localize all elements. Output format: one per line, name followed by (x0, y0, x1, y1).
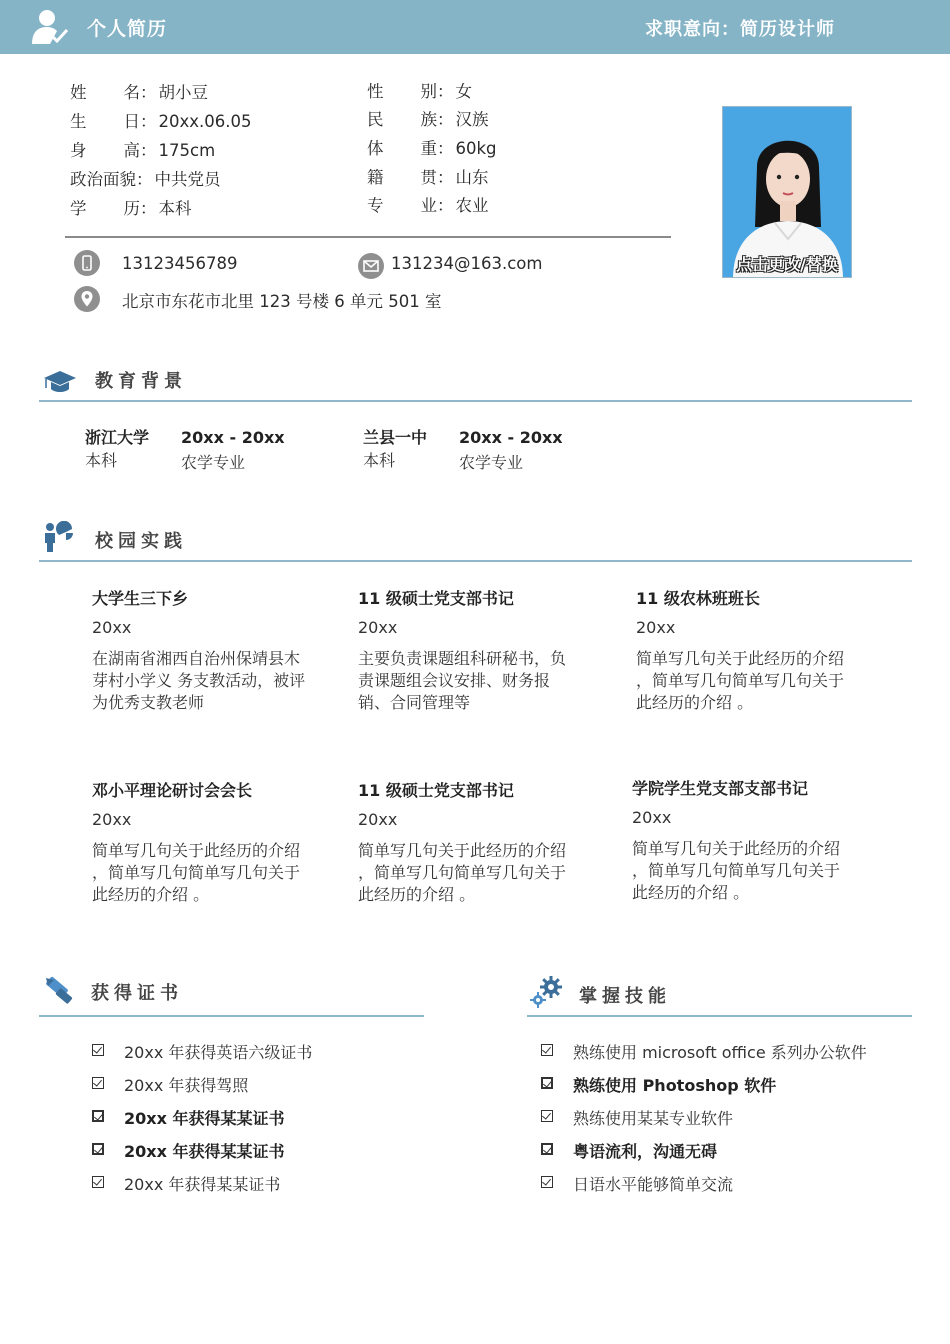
practice-description: 简单写几句关于此经历的介绍 ，简单写几句简单写几句关于此经历的介绍 。 (632, 839, 841, 902)
edu-years: 20xx - 20xx (181, 428, 285, 447)
practice-title: 学院学生党支部支部书记 (632, 779, 809, 798)
edu-major: 农学专业 (181, 453, 246, 472)
info-major: 专业： 农业 (367, 192, 489, 216)
certificate-icon (42, 974, 76, 1008)
practice-year: 20xx (92, 810, 132, 829)
practice-title: 11 级硕士党支部书记 (358, 781, 514, 800)
location-icon (74, 286, 100, 312)
profile-photo[interactable] (722, 106, 852, 278)
graduation-cap-icon (43, 369, 77, 395)
info-name: 姓名： 胡小豆 (70, 79, 208, 103)
info-politics: 政治面貌： 中共党员 (70, 170, 221, 189)
edu-degree: 本科 (363, 451, 396, 470)
section-title-education: 教育背景 (95, 371, 187, 392)
info-label: 籍贯 (367, 168, 437, 187)
home-address: 北京市东花市北里 123 号楼 6 单元 501 室 (122, 292, 442, 311)
info-label: 性别 (367, 82, 437, 101)
checkbox-icon (541, 1044, 553, 1056)
checkbox-icon (541, 1176, 553, 1188)
info-value: 胡小豆 (158, 83, 208, 102)
practice-title: 邓小平理论研讨会会长 (92, 781, 253, 800)
checkbox-icon (541, 1077, 553, 1089)
edu-school: 兰县一中 (363, 428, 428, 447)
skill-item: 日语水平能够简单交流 (573, 1175, 734, 1194)
info-origin: 籍贯： 山东 (367, 164, 489, 188)
certificate-item: 20xx 年获得驾照 (124, 1076, 249, 1095)
section-divider (39, 1015, 424, 1017)
checkbox-icon (92, 1077, 104, 1089)
info-label: 体重 (367, 139, 437, 158)
checkbox-icon (92, 1044, 104, 1056)
info-label: 政治面貌 (70, 170, 136, 189)
checkbox-icon (92, 1176, 104, 1188)
info-value: 汉族 (455, 110, 489, 129)
practice-year: 20xx (632, 808, 672, 827)
checkbox-icon (541, 1143, 553, 1155)
info-label: 学历 (70, 199, 140, 218)
section-divider (39, 560, 912, 562)
email-address: 131234@163.com (391, 254, 543, 273)
info-label: 专业 (367, 196, 437, 215)
info-label: 生日 (70, 112, 140, 131)
info-value: 本科 (158, 199, 192, 218)
info-value: 女 (455, 82, 472, 101)
header-bar (0, 0, 950, 54)
section-title-certificates: 获得证书 (91, 983, 183, 1004)
section-title-skills: 掌握技能 (579, 986, 671, 1007)
edu-degree: 本科 (85, 451, 118, 470)
practice-year: 20xx (92, 618, 132, 637)
practice-description: 简单写几句关于此经历的介绍 ，简单写几句简单写几句关于此经历的介绍 。 (92, 841, 301, 904)
checkbox-icon (92, 1110, 104, 1122)
info-value: 20xx.06.05 (158, 112, 252, 131)
practice-description: 在湖南省湘西自治州保靖县木芽村小学义 务支教活动，被评为优秀支教老师 (92, 649, 306, 712)
section-divider (39, 400, 912, 402)
info-education: 学历： 本科 (70, 195, 192, 219)
info-gender: 性别： 女 (367, 78, 472, 102)
edu-years: 20xx - 20xx (459, 428, 563, 447)
email-icon (358, 253, 384, 279)
practice-year: 20xx (358, 810, 398, 829)
skill-item: 熟练使用 microsoft office 系列办公软件 (573, 1043, 867, 1062)
certificate-item: 20xx 年获得某某证书 (124, 1142, 285, 1161)
user-icon (30, 8, 70, 46)
section-title-practice: 校园实践 (95, 531, 187, 552)
practice-description: 简单写几句关于此经历的介绍 ，简单写几句简单写几句关于此经历的介绍 。 (358, 841, 567, 904)
photo-caption: 点击更改/替换 (736, 255, 838, 274)
certificate-item: 20xx 年获得某某证书 (124, 1109, 285, 1128)
info-value: 175cm (158, 141, 216, 160)
info-weight: 体重： 60kg (367, 135, 497, 159)
practice-year: 20xx (636, 618, 676, 637)
presentation-icon (42, 521, 74, 553)
skill-item: 粤语流利，沟通无碍 (573, 1142, 718, 1161)
practice-title: 11 级农林班班长 (636, 589, 760, 608)
info-value: 山东 (455, 168, 489, 187)
info-label: 民族 (367, 110, 437, 129)
practice-year: 20xx (358, 618, 398, 637)
resume-title: 个人简历 (87, 18, 168, 40)
phone-icon (74, 250, 100, 276)
info-value: 中共党员 (154, 170, 221, 189)
phone-number: 13123456789 (122, 254, 238, 273)
info-value: 60kg (455, 139, 497, 158)
practice-title: 大学生三下乡 (92, 589, 189, 608)
info-label: 姓名 (70, 83, 140, 102)
info-label: 身高 (70, 141, 140, 160)
skill-item: 熟练使用某某专业软件 (573, 1109, 734, 1128)
checkbox-icon (92, 1143, 104, 1155)
info-height: 身高： 175cm (70, 137, 215, 161)
practice-title: 11 级硕士党支部书记 (358, 589, 514, 608)
info-value: 农业 (455, 196, 489, 215)
practice-description: 简单写几句关于此经历的介绍 ，简单写几句简单写几句关于此经历的介绍 。 (636, 649, 845, 712)
edu-school: 浙江大学 (85, 428, 150, 447)
info-birth: 生日： 20xx.06.05 (70, 108, 252, 132)
certificate-item: 20xx 年获得英语六级证书 (124, 1043, 313, 1062)
section-divider (527, 1015, 912, 1017)
certificate-item: 20xx 年获得某某证书 (124, 1175, 281, 1194)
job-intent: 求职意向：简历设计师 (645, 19, 835, 40)
gears-icon (529, 975, 565, 1009)
skill-item: 熟练使用 Photoshop 软件 (573, 1076, 777, 1095)
info-divider (65, 236, 671, 238)
info-nation: 民族： 汉族 (367, 106, 489, 130)
practice-description: 主要负责课题组科研秘书，负责课题组会议安排、财务报销、合同管理等 (358, 649, 567, 712)
checkbox-icon (541, 1110, 553, 1122)
edu-major: 农学专业 (459, 453, 524, 472)
